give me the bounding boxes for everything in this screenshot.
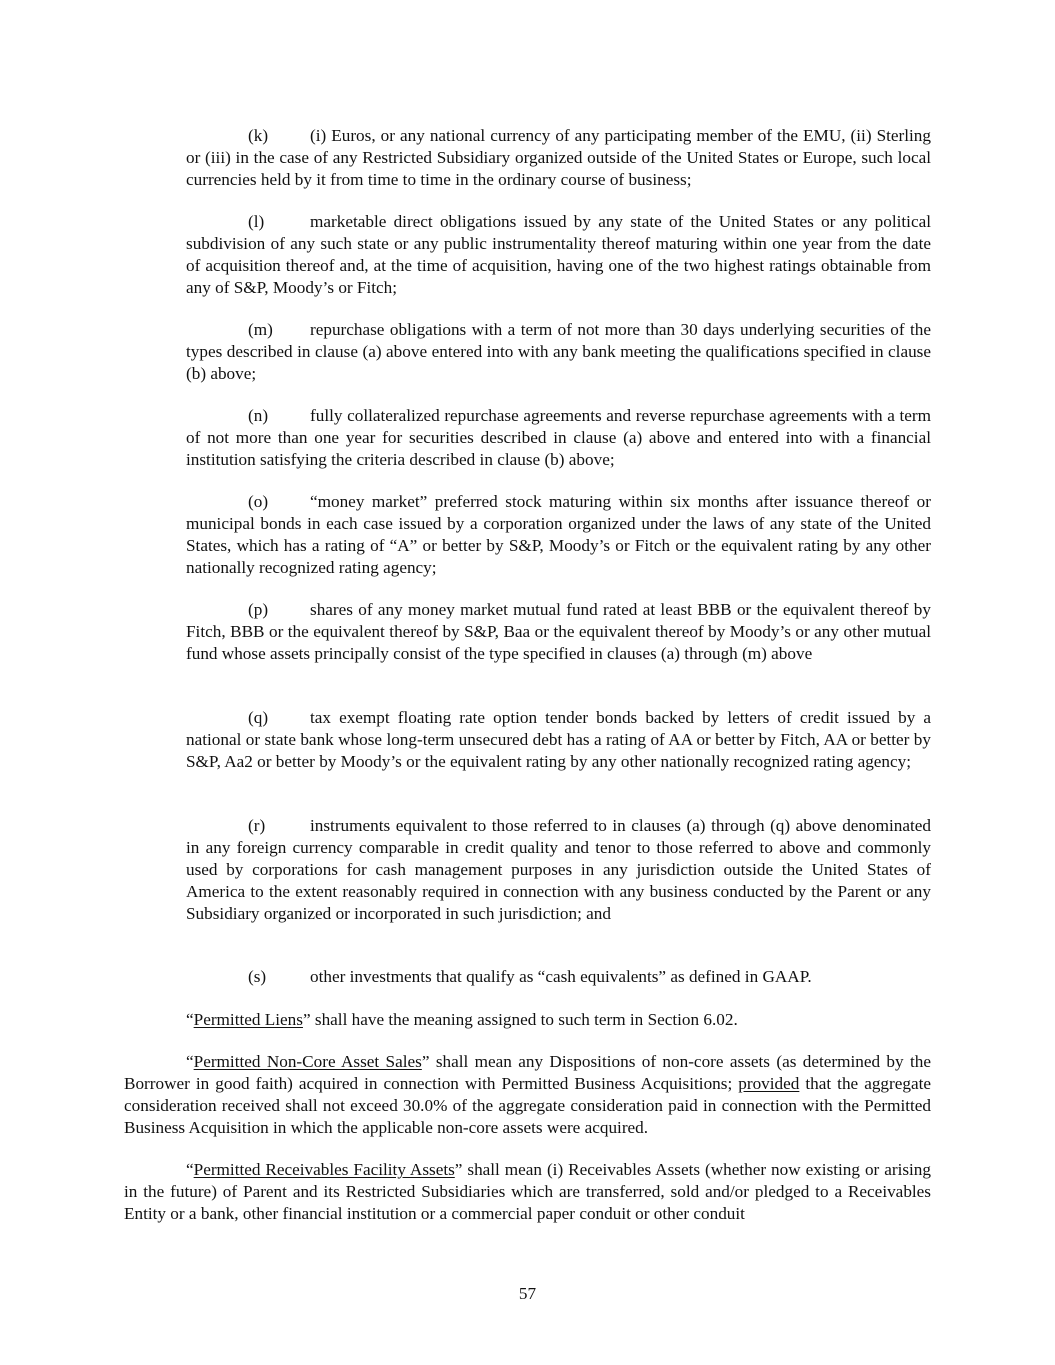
clause-m: [186, 319, 931, 385]
provided-term: provided: [738, 1074, 800, 1093]
open-quote: “: [186, 1010, 194, 1029]
clause-l: [186, 211, 931, 299]
clause-text: fully collateralized repurchase agreements and reverse repurchase agreements with a term of not more than one year for securities described in clause (a) above and entered into with a financial institution satisfying the criteria described in clause (b) above;: [186, 406, 931, 469]
open-quote: “: [186, 1160, 194, 1179]
definition-text: ” shall mean any Dispositions of non-core assets (as determined by the Borrower in good faith) acquired in connection with Permitted Business Acquisitions;: [124, 1052, 931, 1093]
clause-p: [186, 599, 931, 665]
clause-text: tax exempt floating rate option tender bonds backed by letters of credit issued by a national or state bank whose long-term unsecured debt has a rating of AA or better by Fitch, AA or better by S&P, Aa2 or better by Moody’s or the equivalent rating by any other nationally recognized rating agency;: [186, 708, 931, 771]
clause-s: [248, 966, 812, 988]
clause-k: [186, 125, 931, 191]
clause-text: marketable direct obligations issued by any state of the United States or any political subdivision of any such state or any public instrumentality thereof maturing within one year from the date of acquisition thereof and, at the time of acquisition, having one of the two highest ratings obtainable from any of S&P, Moody’s or Fitch;: [186, 212, 931, 297]
clause-label: (p): [248, 600, 269, 619]
defined-term: Permitted Non-Core Asset Sales: [193, 1052, 422, 1071]
clause-o: [186, 491, 931, 579]
definition-permitted-receivables-facility-assets: [124, 1159, 931, 1225]
clause-label: (o): [248, 492, 269, 511]
clause-text: instruments equivalent to those referred to in clauses (a) through (q) above denominated in any foreign currency comparable in credit quality and tenor to those referred to above and commonly used by corporations for cash management purposes in any jurisdiction outside the United States of America to the extent reasonably required in connection with any business conducted by the Parent or any Subsidiary organized or incorporated in such jurisdiction; and: [186, 816, 931, 923]
clause-text: shares of any money market mutual fund rated at least BBB or the equivalent thereof by Fitch, BBB or the equivalent thereof by S&P, Baa or the equivalent thereof by Moody’s or any other mutual fund whose assets principally consist of the type specified in clauses (a) through (m) above: [186, 600, 931, 663]
defined-term: Permitted Receivables Facility Assets: [193, 1160, 455, 1179]
definition-text: ” shall mean (i) Receivables Assets (whether now existing or arising in the future) of Parent and its Restricted Subsidiaries which are transferred, sold and/or pledged to a Receivables Entity or a bank, other financial institution or a commercial paper conduit or other conduit: [124, 1160, 931, 1223]
defined-term: Permitted Liens: [193, 1010, 303, 1029]
clause-n: [186, 405, 931, 471]
definition-permitted-liens: [186, 1009, 738, 1031]
clause-r: [186, 815, 931, 925]
clause-text: “money market” preferred stock maturing within six months after issuance thereof or municipal bonds in each case issued by a corporation organized under the laws of any state of the United States, which has a rating of “A” or better by S&P, Moody’s or Fitch or the equivalent rating by any other nationally recognized rating agency;: [186, 492, 931, 577]
definition-text: ” shall have the meaning assigned to such term in Section 6.02.: [302, 1010, 738, 1029]
clause-label: (r): [248, 816, 266, 835]
clause-label: (k): [248, 126, 269, 145]
open-quote: “: [186, 1052, 194, 1071]
definition-text-continued: that the aggregate consideration received shall not exceed 30.0% of the aggregate consideration paid in connection with the Permitted Business Acquisition in which the applicable non-core assets were acquired.: [124, 1074, 931, 1137]
clause-label: (m): [248, 320, 273, 339]
clause-q: [186, 707, 931, 773]
clause-label: (s): [248, 967, 267, 986]
page-number: 57: [518, 1284, 537, 1303]
clause-label: (l): [248, 212, 265, 231]
clause-text: other investments that qualify as “cash equivalents” as defined in GAAP.: [310, 967, 812, 986]
clause-text: repurchase obligations with a term of not more than 30 days underlying securities of the types described in clause (a) above entered into with any bank meeting the qualifications specified in clause (b) above;: [186, 320, 931, 383]
clause-label: (q): [248, 708, 269, 727]
clause-label: (n): [248, 406, 269, 425]
clause-text: (i) Euros, or any national currency of any participating member of the EMU, (ii) Sterling or (iii) in the case of any Restricted Subsidiary organized outside of the United States or Europe, such local currencies held by it from time to time in the ordinary course of business;: [186, 126, 931, 189]
definition-permitted-non-core-asset-sales: [124, 1051, 931, 1139]
